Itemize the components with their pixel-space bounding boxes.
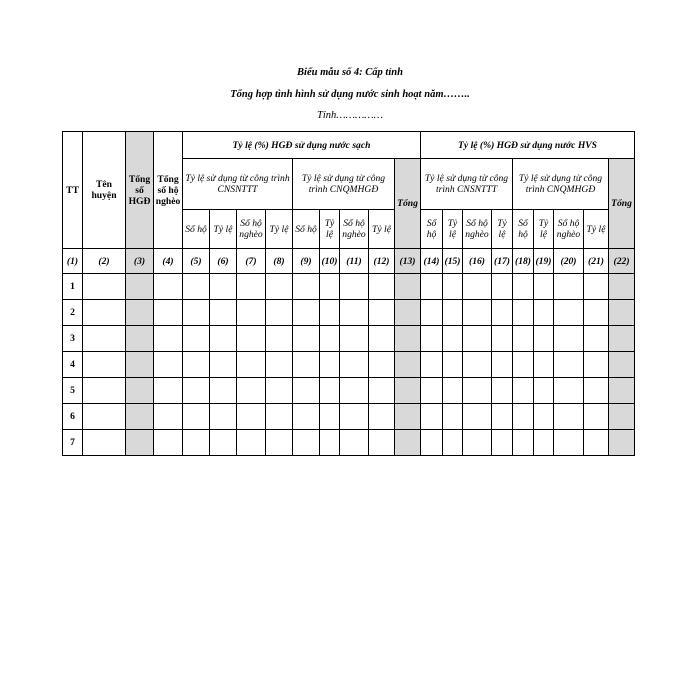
row-number: 2 bbox=[63, 300, 83, 326]
water-usage-table bbox=[62, 131, 635, 456]
subheader-rate: Tỷ lệ bbox=[443, 210, 463, 249]
table-cell bbox=[534, 378, 554, 404]
table-cell bbox=[534, 430, 554, 456]
table-cell bbox=[266, 352, 293, 378]
subheader-households: Số hộ bbox=[183, 210, 210, 249]
table-cell bbox=[554, 300, 584, 326]
table-cell bbox=[554, 404, 584, 430]
column-number: (4) bbox=[154, 249, 183, 274]
table-row bbox=[63, 300, 635, 326]
table-cell bbox=[492, 378, 513, 404]
table-cell bbox=[584, 326, 609, 352]
table-cell bbox=[513, 404, 534, 430]
table-cell bbox=[513, 352, 534, 378]
table-cell bbox=[395, 404, 421, 430]
table-cell bbox=[126, 404, 154, 430]
form-title: Biểu mẫu số 4: Cấp tỉnh bbox=[297, 67, 403, 78]
table-cell bbox=[443, 378, 463, 404]
column-number: (22) bbox=[609, 249, 635, 274]
column-number: (21) bbox=[584, 249, 609, 274]
table-cell bbox=[340, 274, 369, 300]
table-row bbox=[63, 274, 635, 300]
row-number: 3 bbox=[63, 326, 83, 352]
table-cell bbox=[266, 274, 293, 300]
column-number: (16) bbox=[463, 249, 492, 274]
table-cell bbox=[609, 300, 635, 326]
table-cell bbox=[340, 430, 369, 456]
table-cell bbox=[584, 430, 609, 456]
table-cell bbox=[513, 274, 534, 300]
table-cell bbox=[369, 352, 395, 378]
row-number: 6 bbox=[63, 404, 83, 430]
table-cell bbox=[183, 300, 210, 326]
table-cell bbox=[293, 378, 320, 404]
table-row bbox=[63, 378, 635, 404]
table-cell bbox=[513, 378, 534, 404]
table-cell bbox=[421, 300, 443, 326]
subheader-households: Số hộ bbox=[293, 210, 320, 249]
table-cell bbox=[609, 274, 635, 300]
row-number: 5 bbox=[63, 378, 83, 404]
table-cell bbox=[534, 352, 554, 378]
subheader-poor: Số hộ nghèo bbox=[237, 210, 266, 249]
table-cell bbox=[293, 326, 320, 352]
table-cell bbox=[463, 274, 492, 300]
column-number: (14) bbox=[421, 249, 443, 274]
table-cell bbox=[609, 404, 635, 430]
table-cell bbox=[320, 274, 340, 300]
table-cell bbox=[395, 352, 421, 378]
table-cell bbox=[421, 430, 443, 456]
data-rows bbox=[63, 274, 635, 456]
table-cell bbox=[584, 404, 609, 430]
table-cell bbox=[210, 326, 237, 352]
table-cell bbox=[463, 404, 492, 430]
subheader-rate: Tỷ lệ bbox=[492, 210, 513, 249]
table-cell bbox=[340, 378, 369, 404]
table-cell bbox=[492, 430, 513, 456]
form-header bbox=[0, 66, 700, 123]
province-line: Tỉnh…………… bbox=[317, 110, 383, 121]
table-cell bbox=[395, 274, 421, 300]
table-cell bbox=[183, 378, 210, 404]
subheader-poor: Số hộ nghèo bbox=[340, 210, 369, 249]
table-cell bbox=[266, 378, 293, 404]
table-cell bbox=[463, 378, 492, 404]
subheader-rate: Tỷ lệ bbox=[266, 210, 293, 249]
column-number: (9) bbox=[293, 249, 320, 274]
row-number: 7 bbox=[63, 430, 83, 456]
table-cell bbox=[534, 300, 554, 326]
table-cell bbox=[126, 326, 154, 352]
table-cell bbox=[237, 378, 266, 404]
table-cell bbox=[421, 274, 443, 300]
table-cell bbox=[154, 430, 183, 456]
table-cell bbox=[320, 378, 340, 404]
table-cell bbox=[584, 274, 609, 300]
table-cell bbox=[126, 430, 154, 456]
table-cell bbox=[126, 352, 154, 378]
table-cell bbox=[369, 274, 395, 300]
subheader-rate: Tỷ lệ bbox=[320, 210, 340, 249]
table-cell bbox=[183, 352, 210, 378]
table-cell bbox=[492, 326, 513, 352]
table-cell bbox=[154, 326, 183, 352]
column-number: (7) bbox=[237, 249, 266, 274]
table-cell bbox=[443, 352, 463, 378]
table-cell bbox=[266, 300, 293, 326]
subheader-rate: Tỷ lệ bbox=[369, 210, 395, 249]
table-cell bbox=[293, 300, 320, 326]
table-cell bbox=[210, 404, 237, 430]
table-cell bbox=[183, 430, 210, 456]
table-cell bbox=[395, 378, 421, 404]
header-total-households: Tổng số HGĐ bbox=[126, 132, 154, 249]
table-cell bbox=[83, 378, 126, 404]
table-cell bbox=[320, 300, 340, 326]
table-cell bbox=[395, 326, 421, 352]
table-cell bbox=[83, 352, 126, 378]
column-number: (1) bbox=[63, 249, 83, 274]
table-cell bbox=[154, 378, 183, 404]
header-clean-cnqmhgd: Tỷ lệ sử dụng từ công trình CNQMHGĐ bbox=[293, 159, 395, 210]
header-hvs-cnsnttt: Tỷ lệ sử dụng từ công trình CNSNTTT bbox=[421, 159, 513, 210]
header-clean-water-group: Tỷ lệ (%) HGĐ sử dụng nước sạch bbox=[183, 132, 421, 159]
table-cell bbox=[443, 274, 463, 300]
table-cell bbox=[340, 404, 369, 430]
column-number: (20) bbox=[554, 249, 584, 274]
table-cell bbox=[609, 326, 635, 352]
column-number: (19) bbox=[534, 249, 554, 274]
table-cell bbox=[183, 326, 210, 352]
table-cell bbox=[492, 404, 513, 430]
column-number: (13) bbox=[395, 249, 421, 274]
table-cell bbox=[443, 404, 463, 430]
subheader-households: Số hộ bbox=[421, 210, 443, 249]
header-tt: TT bbox=[63, 132, 83, 249]
column-number-row bbox=[63, 249, 635, 274]
table-cell bbox=[320, 404, 340, 430]
table-cell bbox=[463, 300, 492, 326]
table-cell bbox=[609, 378, 635, 404]
table-cell bbox=[237, 274, 266, 300]
subheader-poor: Số hộ nghèo bbox=[463, 210, 492, 249]
table-cell bbox=[421, 352, 443, 378]
table-cell bbox=[320, 326, 340, 352]
table-cell bbox=[513, 430, 534, 456]
table-cell bbox=[237, 352, 266, 378]
table-cell bbox=[443, 430, 463, 456]
subheader-poor: Số hộ nghèo bbox=[554, 210, 584, 249]
table-cell bbox=[126, 378, 154, 404]
table-cell bbox=[210, 430, 237, 456]
column-number: (18) bbox=[513, 249, 534, 274]
table-cell bbox=[369, 430, 395, 456]
table-cell bbox=[609, 352, 635, 378]
row-number: 1 bbox=[63, 274, 83, 300]
column-number: (2) bbox=[83, 249, 126, 274]
table-cell bbox=[126, 274, 154, 300]
row-number: 4 bbox=[63, 352, 83, 378]
subheader-rate: Tỷ lệ bbox=[210, 210, 237, 249]
header-hvs-cnqmhgd: Tỷ lệ sử dụng từ công trình CNQMHGĐ bbox=[513, 159, 609, 210]
table-cell bbox=[266, 404, 293, 430]
header-clean-total: Tổng bbox=[395, 159, 421, 249]
table-cell bbox=[554, 430, 584, 456]
table-cell bbox=[210, 300, 237, 326]
table-cell bbox=[584, 352, 609, 378]
table-cell bbox=[463, 430, 492, 456]
table-cell bbox=[83, 326, 126, 352]
table-cell bbox=[83, 404, 126, 430]
table-cell bbox=[237, 430, 266, 456]
column-number: (15) bbox=[443, 249, 463, 274]
table-cell bbox=[534, 404, 554, 430]
table-cell bbox=[83, 300, 126, 326]
table-row bbox=[63, 326, 635, 352]
column-number: (12) bbox=[369, 249, 395, 274]
table-cell bbox=[369, 378, 395, 404]
header-district: Tên huyện bbox=[83, 132, 126, 249]
table-cell bbox=[266, 430, 293, 456]
column-number: (17) bbox=[492, 249, 513, 274]
table-cell bbox=[369, 326, 395, 352]
table-cell bbox=[395, 300, 421, 326]
column-number: (3) bbox=[126, 249, 154, 274]
form-subtitle: Tổng hợp tình hình sử dụng nước sinh hoạt năm…….. bbox=[230, 89, 470, 100]
subheader-households: Số hộ bbox=[513, 210, 534, 249]
table-cell bbox=[369, 300, 395, 326]
column-number: (11) bbox=[340, 249, 369, 274]
table-cell bbox=[266, 326, 293, 352]
table-cell bbox=[463, 326, 492, 352]
header-clean-cnsnttt: Tỷ lệ sử dụng từ công trình CNSNTTT bbox=[183, 159, 293, 210]
table-cell bbox=[210, 378, 237, 404]
table-cell bbox=[492, 352, 513, 378]
table-cell bbox=[293, 404, 320, 430]
table-cell bbox=[210, 352, 237, 378]
table-cell bbox=[492, 274, 513, 300]
table-cell bbox=[320, 430, 340, 456]
table-cell bbox=[340, 300, 369, 326]
table-cell bbox=[237, 326, 266, 352]
table-cell bbox=[340, 352, 369, 378]
header-hvs-total: Tổng bbox=[609, 159, 635, 249]
table-cell bbox=[421, 404, 443, 430]
table-cell bbox=[492, 300, 513, 326]
subheader-rate: Tỷ lệ bbox=[534, 210, 554, 249]
table-cell bbox=[320, 352, 340, 378]
table-cell bbox=[513, 326, 534, 352]
table-cell bbox=[584, 378, 609, 404]
column-number: (5) bbox=[183, 249, 210, 274]
table-cell bbox=[369, 404, 395, 430]
table-cell bbox=[554, 378, 584, 404]
table-cell bbox=[154, 404, 183, 430]
table-cell bbox=[83, 274, 126, 300]
table-cell bbox=[534, 274, 554, 300]
table-cell bbox=[237, 404, 266, 430]
table-cell bbox=[340, 326, 369, 352]
table-cell bbox=[83, 430, 126, 456]
table-cell bbox=[554, 352, 584, 378]
table-cell bbox=[183, 274, 210, 300]
table-cell bbox=[609, 430, 635, 456]
table-cell bbox=[293, 274, 320, 300]
table-cell bbox=[554, 326, 584, 352]
table-cell bbox=[154, 352, 183, 378]
table-cell bbox=[443, 300, 463, 326]
table-cell bbox=[534, 326, 554, 352]
subheader-rate: Tỷ lệ bbox=[584, 210, 609, 249]
table-cell bbox=[154, 274, 183, 300]
table-cell bbox=[183, 404, 210, 430]
table-cell bbox=[395, 430, 421, 456]
table-row bbox=[63, 352, 635, 378]
table-cell bbox=[513, 300, 534, 326]
table-cell bbox=[293, 430, 320, 456]
column-number: (8) bbox=[266, 249, 293, 274]
table-cell bbox=[293, 352, 320, 378]
table-cell bbox=[210, 274, 237, 300]
header-total-poor: Tổng số hộ nghèo bbox=[154, 132, 183, 249]
table-cell bbox=[154, 300, 183, 326]
column-number: (6) bbox=[210, 249, 237, 274]
table-cell bbox=[554, 274, 584, 300]
table-cell bbox=[237, 300, 266, 326]
column-number: (10) bbox=[320, 249, 340, 274]
table-cell bbox=[126, 300, 154, 326]
table-cell bbox=[421, 326, 443, 352]
table-cell bbox=[584, 300, 609, 326]
table-row bbox=[63, 430, 635, 456]
header-hvs-water-group: Tỷ lệ (%) HGĐ sử dụng nước HVS bbox=[421, 132, 635, 159]
table-cell bbox=[463, 352, 492, 378]
table-cell bbox=[421, 378, 443, 404]
table-row bbox=[63, 404, 635, 430]
table-cell bbox=[443, 326, 463, 352]
